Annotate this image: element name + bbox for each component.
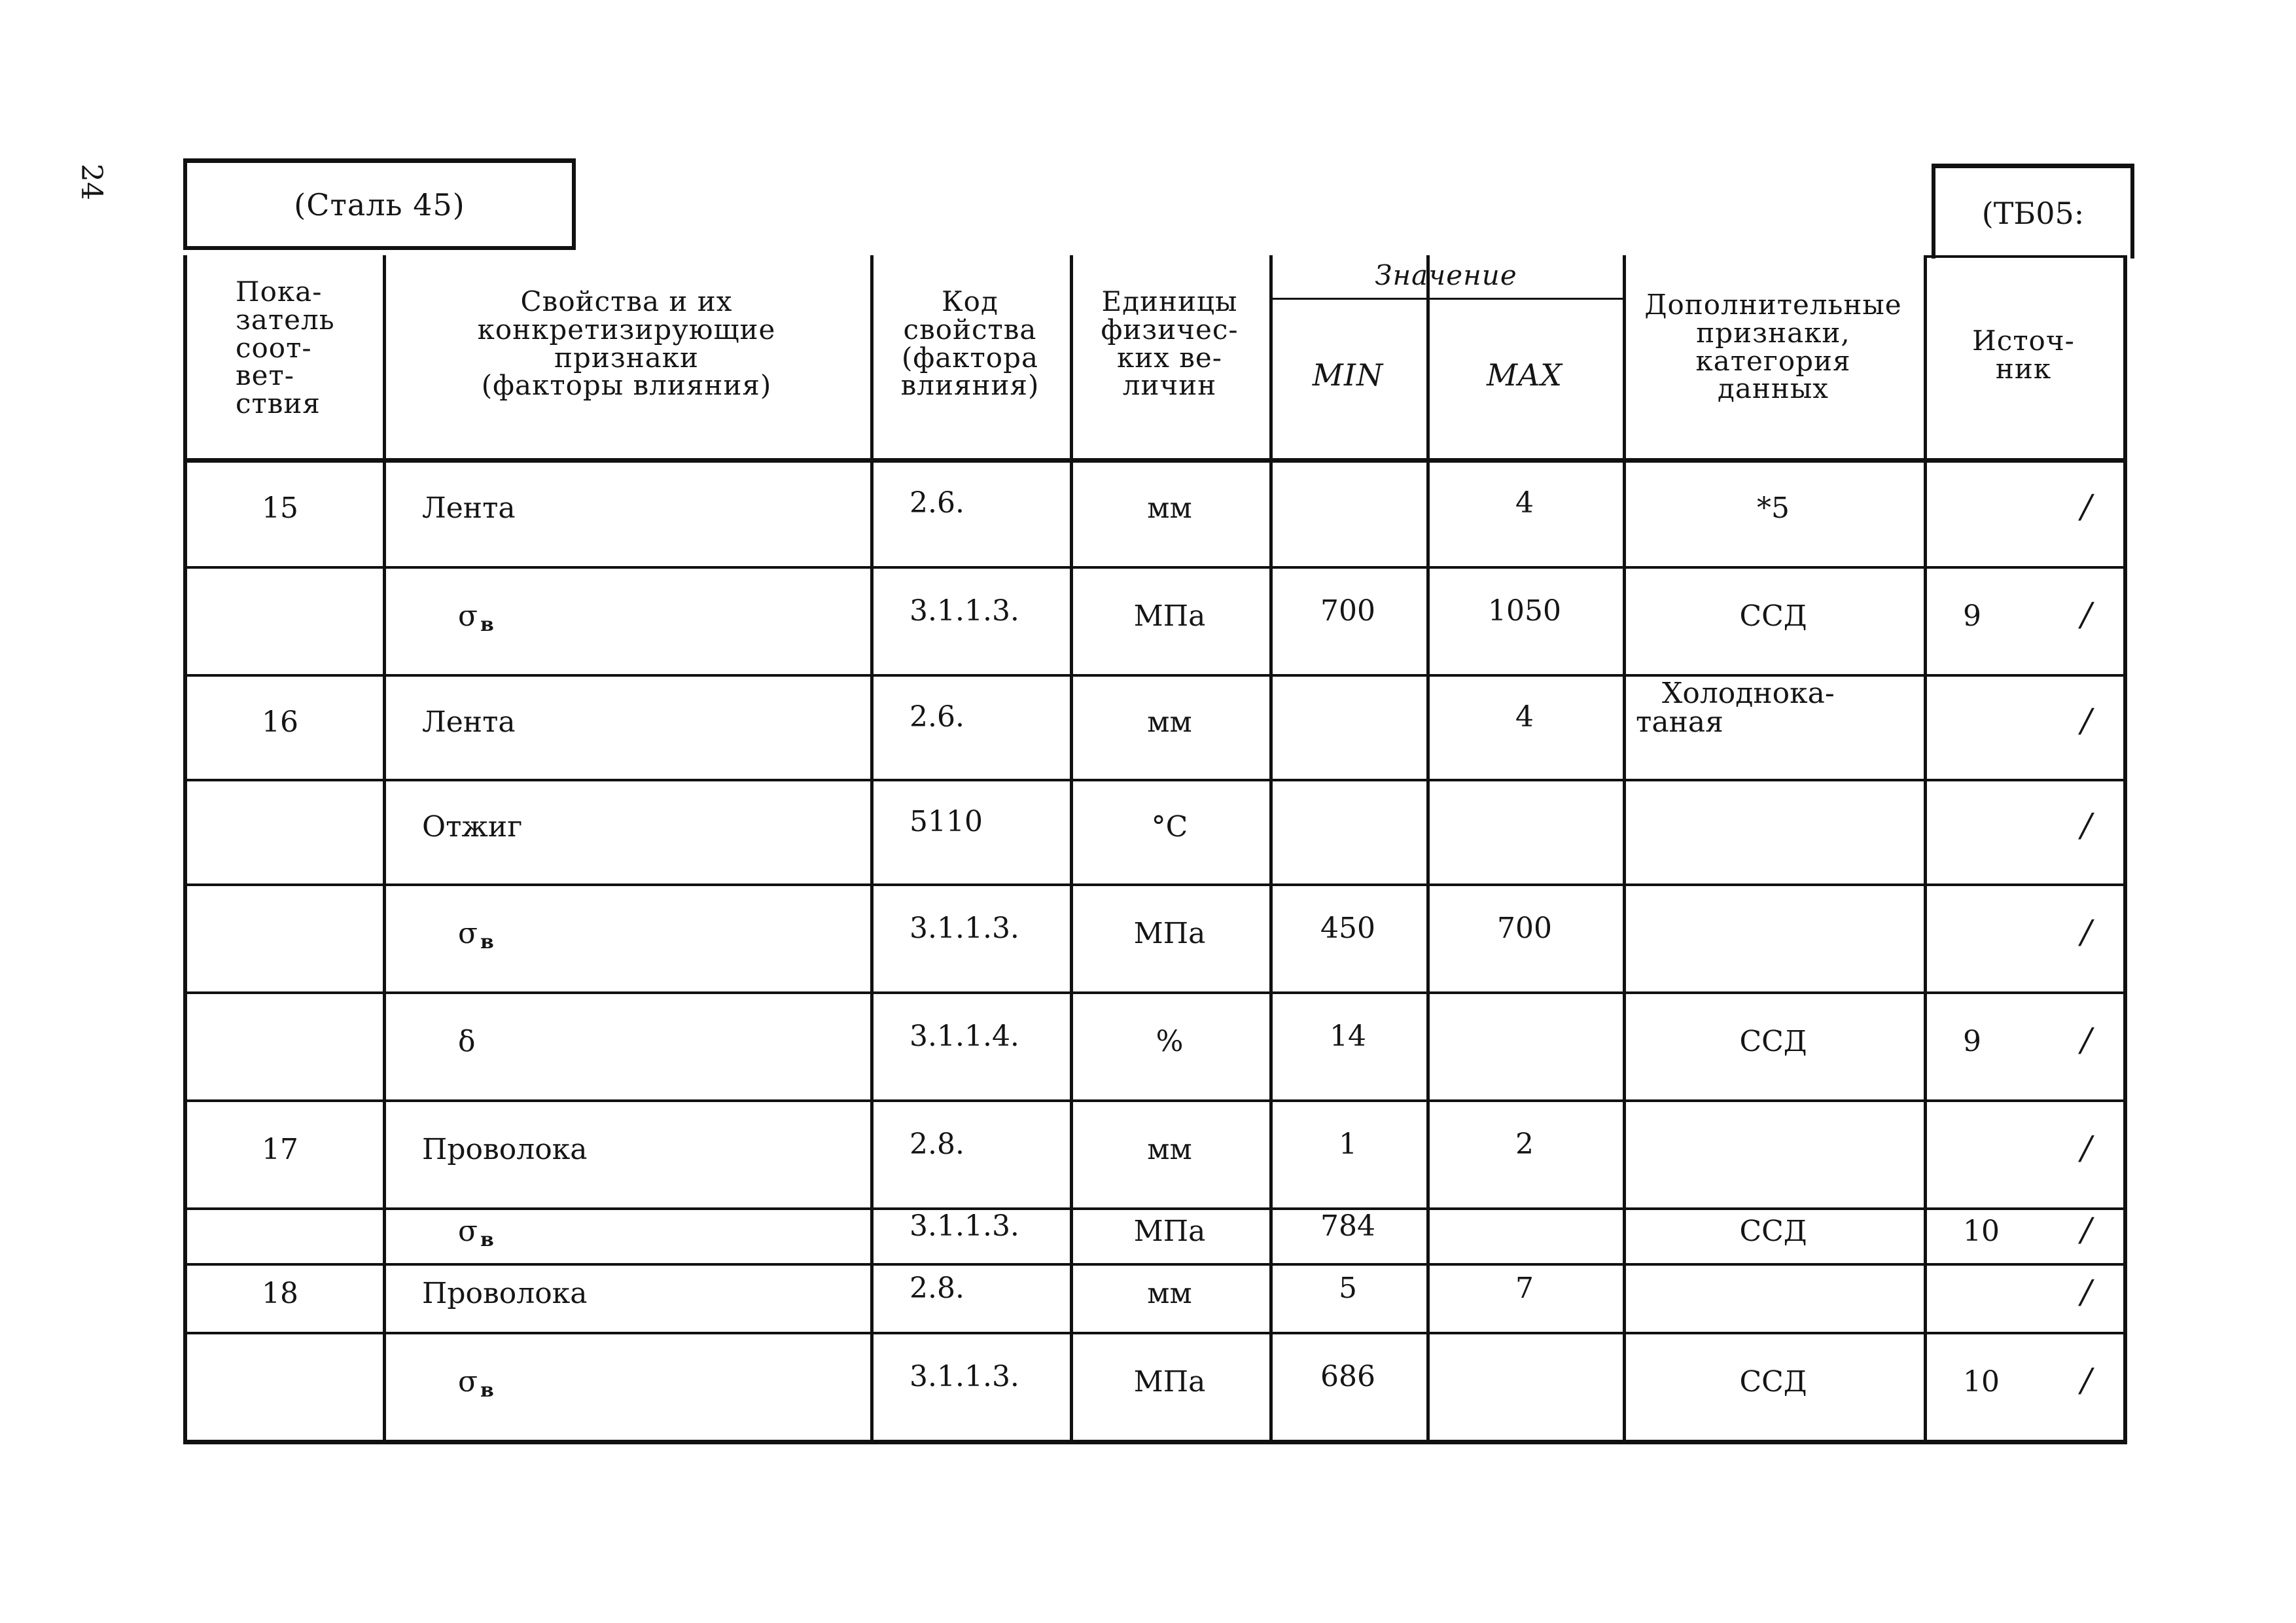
row-border [183, 1332, 2127, 1334]
header-indicator-line: Пока- [236, 276, 323, 308]
property-code: 3.1.1.4. [910, 1020, 1019, 1053]
property-symbol: Лента [422, 491, 516, 525]
unit: МПа [1133, 917, 1206, 950]
property-symbol: δ [458, 1025, 476, 1058]
header-additional [1623, 291, 1924, 403]
table-code-box [1932, 164, 2134, 259]
header-value-group: Значение [1375, 259, 1517, 291]
property-code: 3.1.1.3. [910, 1209, 1019, 1243]
source-reference: 10 [1963, 1365, 2000, 1399]
property-code: 5110 [910, 805, 983, 838]
row-number: 15 [262, 491, 298, 525]
additional-attribute: ССД [1739, 599, 1807, 633]
source-reference: 9 [1963, 1025, 1981, 1058]
max-value: 2 [1515, 1128, 1534, 1161]
row-border [183, 1207, 2127, 1210]
header-bottom-border [183, 458, 2127, 463]
row-number: 18 [262, 1277, 298, 1310]
property-name [458, 1215, 494, 1251]
continuation-mark: / [2081, 1273, 2092, 1311]
header-additional-line: Дополнительные [1644, 289, 1902, 321]
property-code: 2.6. [910, 700, 964, 734]
header-code-line: Код [942, 285, 998, 317]
row-border [183, 1263, 2127, 1266]
property-symbol: Лента [422, 705, 516, 739]
source-reference: 10 [1963, 1215, 2000, 1248]
unit: МПа [1133, 1215, 1206, 1248]
property-code: 3.1.1.3. [910, 912, 1019, 945]
property-subscript: в [480, 1379, 494, 1402]
header-units-line: Единицы [1101, 285, 1238, 317]
continuation-mark: / [2081, 702, 2092, 740]
column-border [2123, 255, 2127, 1440]
header-code-line: свойства [903, 313, 1037, 346]
continuation-mark: / [2081, 913, 2092, 951]
header-min: MIN [1312, 357, 1384, 393]
max-value: 1050 [1488, 594, 1561, 628]
property-subscript: в [480, 931, 494, 954]
max-value: 7 [1515, 1272, 1534, 1305]
property-symbol: Проволока [422, 1133, 588, 1166]
column-border [870, 255, 874, 1440]
header-code-line: влияния) [900, 369, 1040, 402]
property-code: 3.1.1.3. [910, 1360, 1019, 1393]
value-group-border [1269, 298, 1623, 300]
header-source-line: Источ- [1972, 325, 2075, 357]
continuation-mark: / [2081, 806, 2092, 844]
property-name [458, 1025, 476, 1058]
property-name [458, 917, 494, 954]
min-value: 784 [1320, 1209, 1375, 1243]
header-additional-line: признаки, [1696, 316, 1850, 349]
header-source-line: ник [1995, 352, 2052, 385]
header-properties-line: Свойства и их [520, 285, 733, 317]
unit: % [1156, 1025, 1184, 1058]
additional-attribute: Холоднока- таная [1636, 677, 1835, 739]
property-symbol: σ [458, 1215, 478, 1248]
header-indicator-line: вет- [236, 359, 294, 392]
property-symbol: Отжиг [422, 810, 523, 844]
property-code: 3.1.1.3. [910, 594, 1019, 628]
header-indicator-line: ствия [236, 387, 321, 420]
header-source [1924, 327, 2123, 383]
column-border [383, 255, 386, 1440]
property-code: 2.8. [910, 1272, 964, 1305]
header-additional-line: категория [1695, 344, 1851, 377]
min-value: 14 [1330, 1020, 1366, 1053]
additional-attribute: ССД [1739, 1215, 1807, 1248]
header-max: MAX [1486, 357, 1563, 393]
column-border [1623, 255, 1626, 1440]
header-code [870, 285, 1070, 402]
property-name [458, 599, 494, 636]
unit: МПа [1133, 1365, 1206, 1399]
continuation-mark: / [2081, 1361, 2092, 1399]
row-border [183, 883, 2127, 886]
material-title: (Сталь 45) [294, 187, 465, 223]
column-border [1924, 255, 1927, 1440]
header-additional-line: данных [1717, 372, 1829, 405]
continuation-mark: / [2081, 488, 2092, 526]
column-border [183, 255, 187, 1440]
property-name [422, 705, 516, 739]
min-value: 1 [1339, 1128, 1357, 1161]
min-value: 450 [1320, 912, 1375, 945]
property-subscript: в [480, 613, 494, 636]
row-border [183, 779, 2127, 781]
row-border [183, 674, 2127, 677]
header-top-border [1924, 255, 2127, 258]
header-properties [383, 285, 870, 402]
max-value: 700 [1497, 912, 1552, 945]
header-code-line: (фактора [902, 341, 1038, 374]
continuation-mark: / [2081, 1129, 2092, 1167]
property-subscript: в [480, 1228, 494, 1251]
unit: °С [1151, 810, 1188, 844]
min-value: 700 [1320, 594, 1375, 628]
column-border [1426, 255, 1430, 1440]
row-border [183, 566, 2127, 569]
header-properties-line: конкретизирующие [477, 313, 776, 346]
header-properties-line: (факторы влияния) [481, 369, 772, 402]
row-number: 17 [262, 1133, 298, 1166]
property-name [422, 1133, 587, 1166]
min-value: 5 [1339, 1272, 1357, 1305]
unit: мм [1147, 1133, 1192, 1166]
property-name [422, 810, 522, 844]
material-title-box [183, 158, 576, 250]
additional-attribute: *5 [1757, 491, 1790, 525]
column-border [1070, 255, 1073, 1440]
min-value: 686 [1320, 1360, 1375, 1393]
header-indicator [236, 278, 383, 418]
unit: МПа [1133, 599, 1206, 633]
max-value: 4 [1515, 486, 1534, 520]
header-indicator-line: соот- [236, 331, 312, 364]
property-code: 2.6. [910, 486, 964, 520]
table-code: (ТБ05: [1981, 196, 2085, 231]
continuation-mark: / [2081, 596, 2092, 633]
additional-attribute: ССД [1739, 1025, 1807, 1058]
unit: мм [1147, 1277, 1192, 1310]
continuation-mark: / [2081, 1021, 2092, 1059]
unit: мм [1147, 705, 1192, 739]
row-border [183, 991, 2127, 994]
property-name [422, 491, 516, 525]
header-units-line: личин [1122, 369, 1217, 402]
header-indicator-line: затель [236, 303, 335, 336]
header-properties-line: признаки [554, 341, 699, 374]
unit: мм [1147, 491, 1192, 525]
property-symbol: σ [458, 1365, 478, 1399]
continuation-mark: / [2081, 1211, 2092, 1249]
header-units-line: ких ве- [1117, 341, 1222, 374]
additional-attribute: ССД [1739, 1365, 1807, 1399]
header-units-line: физичес- [1101, 313, 1239, 346]
property-symbol: Проволока [422, 1277, 588, 1310]
page-number: 24 [75, 164, 108, 200]
property-name [458, 1365, 494, 1402]
property-name [422, 1277, 587, 1310]
property-code: 2.8. [910, 1128, 964, 1161]
max-value: 4 [1515, 700, 1534, 734]
row-number: 16 [262, 705, 298, 739]
property-symbol: σ [458, 917, 478, 950]
property-symbol: σ [458, 599, 478, 633]
row-border [183, 1099, 2127, 1102]
column-border [1269, 255, 1273, 1440]
source-reference: 9 [1963, 599, 1981, 633]
table-bottom-border [183, 1440, 2127, 1444]
header-units [1070, 285, 1269, 402]
